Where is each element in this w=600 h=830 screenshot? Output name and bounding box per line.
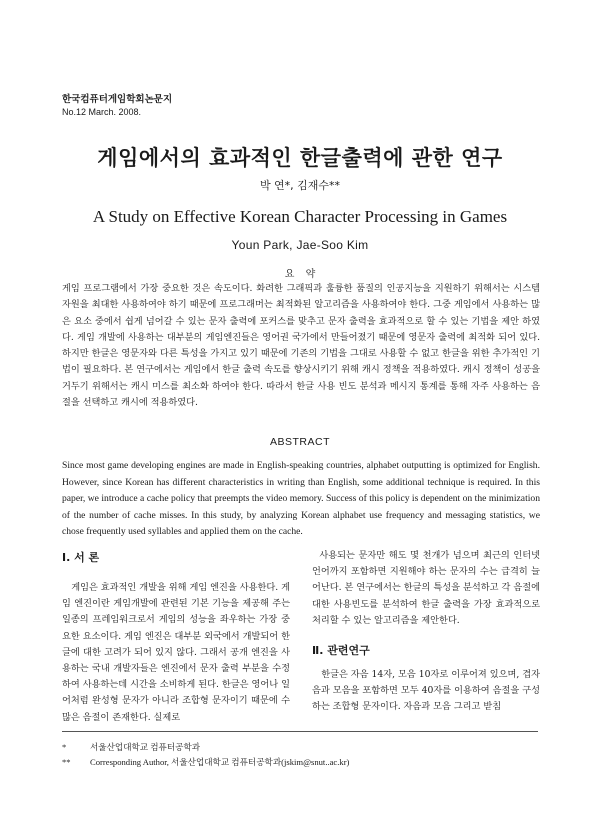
footnote-affiliation [62,741,200,753]
abstract-english-heading: ABSTRACT [269,436,330,448]
footnote-mark: * [62,742,67,752]
section-heading-related-work: Ⅱ. 관련연구 [312,644,370,658]
journal-header [62,93,172,118]
footnote-divider [62,731,538,732]
abstract-korean-heading: 요 약 [284,269,316,280]
footnote-corresponding-author [62,756,349,768]
authors-english: Youn Park, Jae-Soo Kim [231,238,369,252]
paper-title-english: A Study on Effective Korean Character Processing in Games [92,207,508,226]
authors-korean: 박 연*, 김재수** [259,179,341,192]
journal-issue: No.12 March. 2008. [62,107,142,117]
body-column-right [312,548,540,716]
body-column-left [62,548,290,726]
footnote-text: 서울산업대학교 컴퓨터공학과 [90,742,201,752]
section-heading-introduction: Ⅰ. 서 론 [62,551,100,564]
introduction-paragraph: 게임은 효과적인 개발을 위해 게임 엔진을 사용한다. 게임 엔진이란 게임개발에 관련된 기본 기능을 제공해 주는 일종의 프레임워크로서 게임의 성능을 좌우하는 가장 중요한 요소이다. 게임 엔진은 대부분 외국에서 개발되어 한글에 대한 고려가 되어 있지 않다. 그래서 공개 엔진을 사용하는 국내 개발자들은 엔진에서 문자 출력 부분을 수정하여 사용하는데 시간을 소비하게 된다. 한글은 영어나 일어처럼 완성형 문자가 아니라 조합형 문자이기 때문에 수많은 음절이 존재한다. 실제로 [62,582,290,723]
introduction-paragraph-continued: 사용되는 문자만 해도 몇 천개가 넘으며 최근의 인터넷 언어까지 포함하면 지원해야 하는 문자의 수는 급격히 늘어난다. 본 연구에서는 한글의 특성을 분석하고 각 음절에 대한 사용빈도를 분석하여 한글 출력을 가장 효과적으로 처리할 수 있는 알고리즘을 제안한다. [312,550,540,626]
related-work-paragraph: 한글은 자음 14자, 모음 10자로 이루어져 있으며, 겹자음과 모음을 포함하면 모두 40자를 이용하여 음절을 구성하는 조합형 문자이다. 자음과 모음 그리고 받침 [312,669,540,713]
footnote-text: Corresponding Author, 서울산업대학교 컴퓨터공학과(jskim@snut..ac.kr) [90,757,350,767]
abstract-english: Since most game developing engines are made in English-speaking countries, alphabet outputting is optimized for English. However, since Korean has different characteristics in writing than English, some additional technique is required. In this paper, we introduce a cache policy that preempts the video memory. Success of this policy is dependent on the minimization of the number of cache misses. In this study, by analyzing Korean alphabet use frequency and messaging statistics, we chose frequently used syllables and applied them on the cache. [62,460,540,538]
journal-name: 한국컴퓨터게임학회논문지 [62,94,173,105]
footnote-mark: ** [62,757,71,767]
abstract-korean: 게임 프로그램에서 가장 중요한 것은 속도이다. 화려한 그래픽과 훌륭한 품질의 인공지능을 지원하기 위해서는 시스템 자원을 최대한 사용하여야 하기 때문에 프로그래머는 최적화된 알고리즘을 사용하여야 한다. 그중 게임에서 사용하는 많은 요소 중에서 쉽게 넘어갈 수 있는 문자 출력에 포커스를 맞추고 문자 출력을 효과적으로 할 수 있는 기법을 제안 하였다. 게임 개발에 사용하는 대부분의 게임엔진들은 영어권 국가에서 만들어졌기 때문에 영문자 출력에 최적화 되어 있다. 하지만 한글은 영문자와 다른 특성을 가지고 있기 때문에 기존의 기법을 그대로 사용할 수 없고 한글을 위한 추가적인 기법이 필요하다. 본 연구에서는 게임에서 한글 출력 속도를 향상시키기 위해 캐시 정책을 적용하였다. 캐시 정책이 성공을 거두기 위해서는 캐시 미스를 최소화 하여야 한다. 따라서 한글 사용 빈도 분석과 메시지 통계를 통해 자주 사용하는 음절을 선택하고 캐시에 적용하였다. [62,283,540,409]
paper-title-korean: 게임에서의 효과적인 한글출력에 관한 연구 [97,145,503,170]
